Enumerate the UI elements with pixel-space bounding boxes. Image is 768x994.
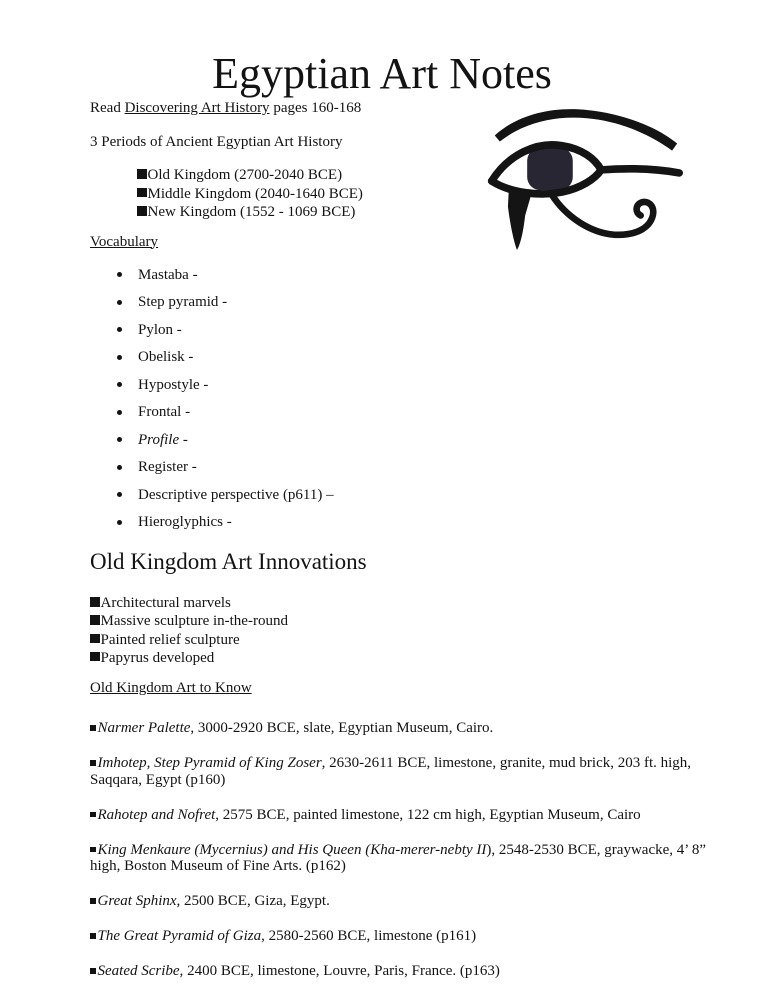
dot-bullet-icon <box>117 465 122 470</box>
art-entry-title: Rahotep and Nofret <box>97 806 216 823</box>
vocab-item <box>90 348 710 366</box>
art-entry-title: Great Sphinx, <box>97 893 181 910</box>
square-bullet-icon <box>137 169 147 179</box>
art-entry-title: King Menkaure (Mycernius) and His Queen (Kha-merer-nebty II <box>97 841 487 858</box>
period-item-label: Old Kingdom (2700-2040 BCE) <box>147 167 343 183</box>
vocab-item-label: Hieroglyphics - <box>138 514 232 530</box>
art-entry-details: , 3000-2920 BCE, slate, Egyptian Museum, Cairo. <box>190 720 494 737</box>
periods-list <box>90 166 710 222</box>
art-entry-title: The Great Pyramid of Giza <box>97 928 262 945</box>
dot-bullet-icon <box>117 382 122 387</box>
innovation-item <box>90 649 710 667</box>
book-title: Discovering Art History <box>124 100 270 116</box>
art-entry <box>90 755 710 788</box>
vocab-item-label: Register - <box>138 459 197 475</box>
innovation-item <box>90 594 710 612</box>
innovation-item <box>90 612 710 630</box>
vocab-item-label: Pylon - <box>138 321 182 338</box>
art-entry <box>90 893 710 910</box>
vocab-item-label: Frontal - <box>138 404 191 420</box>
art-entry-details: , 2580-2560 BCE, limestone (p161) <box>261 928 477 945</box>
small-square-bullet-icon <box>90 812 96 818</box>
vocab-item <box>90 293 710 311</box>
read-prefix: Read <box>90 100 125 116</box>
art-entry <box>90 807 710 824</box>
period-item-label: Middle Kingdom (2040-1640 BCE) <box>147 185 363 202</box>
vocab-item <box>90 431 710 449</box>
vocab-item-label: Step pyramid - <box>138 294 228 310</box>
vocab-item <box>90 458 710 476</box>
period-item <box>137 166 710 185</box>
dot-bullet-icon <box>117 492 122 497</box>
innovations-heading: Old Kingdom Art Innovations <box>90 549 367 574</box>
period-item <box>137 185 710 204</box>
square-bullet-icon <box>90 615 100 625</box>
period-item-label: New Kingdom (1552 - 1069 BCE) <box>147 204 356 220</box>
square-bullet-icon <box>137 188 147 198</box>
innovation-item-label: Architectural marvels <box>100 595 231 612</box>
vocab-item-label: Hypostyle - <box>138 376 209 393</box>
vocabulary-heading: Vocabulary <box>90 233 159 250</box>
periods-heading: 3 Periods of Ancient Egyptian Art History <box>90 134 343 150</box>
art-entry-details: , 2630-2611 BCE, limestone, granite, mud brick, 203 ft. high, Saqqara, Egypt (p160) <box>90 755 692 788</box>
document-content <box>90 0 710 994</box>
small-square-bullet-icon <box>90 898 96 904</box>
art-entry-details: 2400 BCE, limestone, Louvre, Paris, France. (p163) <box>183 963 500 980</box>
square-bullet-icon <box>90 652 100 662</box>
art-entry-details: 2500 BCE, Giza, Egypt. <box>180 893 330 910</box>
reading-assignment <box>90 99 710 117</box>
small-square-bullet-icon <box>90 760 96 766</box>
vocab-item <box>90 321 710 339</box>
art-entry-title: Imhotep, Step Pyramid of King Zoser <box>97 755 322 772</box>
vocab-item <box>90 403 710 421</box>
dot-bullet-icon <box>117 355 122 360</box>
vocab-item-label: Profile - <box>138 431 188 448</box>
square-bullet-icon <box>90 597 100 607</box>
innovations-list <box>90 594 710 667</box>
dot-bullet-icon <box>117 410 122 415</box>
vocab-item <box>90 376 710 394</box>
dot-bullet-icon <box>117 327 122 332</box>
vocab-item <box>90 486 710 504</box>
vocabulary-list <box>90 266 710 532</box>
art-entry <box>90 963 710 980</box>
art-entries <box>90 720 710 980</box>
vocab-item-label: Descriptive perspective (p611) – <box>138 486 334 503</box>
dot-bullet-icon <box>117 520 122 525</box>
art-entry <box>90 720 710 737</box>
dot-bullet-icon <box>117 300 122 305</box>
innovation-item-label: Massive sculpture in-the-round <box>100 613 288 630</box>
vocab-item <box>90 266 710 284</box>
square-bullet-icon <box>90 634 100 644</box>
dot-bullet-icon <box>117 272 122 277</box>
vocab-item-label: Obelisk - <box>138 349 194 365</box>
art-entry <box>90 842 710 875</box>
vocab-item <box>90 513 710 531</box>
small-square-bullet-icon <box>90 725 96 731</box>
art-to-know-heading: Old Kingdom Art to Know <box>90 680 252 697</box>
vocab-item-label: Mastaba - <box>138 266 198 283</box>
art-entry-title: Narmer Palette <box>97 720 191 737</box>
period-item <box>137 203 710 222</box>
small-square-bullet-icon <box>90 847 96 853</box>
art-entry <box>90 928 710 945</box>
small-square-bullet-icon <box>90 968 96 974</box>
art-entry-details: , 2575 BCE, painted limestone, 122 cm high, Egyptian Museum, Cairo <box>215 806 641 823</box>
small-square-bullet-icon <box>90 933 96 939</box>
dot-bullet-icon <box>117 437 122 442</box>
innovation-item-label: Papyrus developed <box>100 649 215 666</box>
page-title: Egyptian Art Notes <box>212 49 552 98</box>
read-suffix: pages 160-168 <box>269 100 362 116</box>
square-bullet-icon <box>137 206 147 216</box>
art-entry-title: Seated Scribe, <box>97 963 184 980</box>
art-entry-details: ), 2548-2530 BCE, graywacke, 4’ 8” high, Boston Museum of Fine Arts. (p162) <box>90 841 707 875</box>
innovation-item-label: Painted relief sculpture <box>100 631 240 648</box>
innovation-item <box>90 631 710 649</box>
